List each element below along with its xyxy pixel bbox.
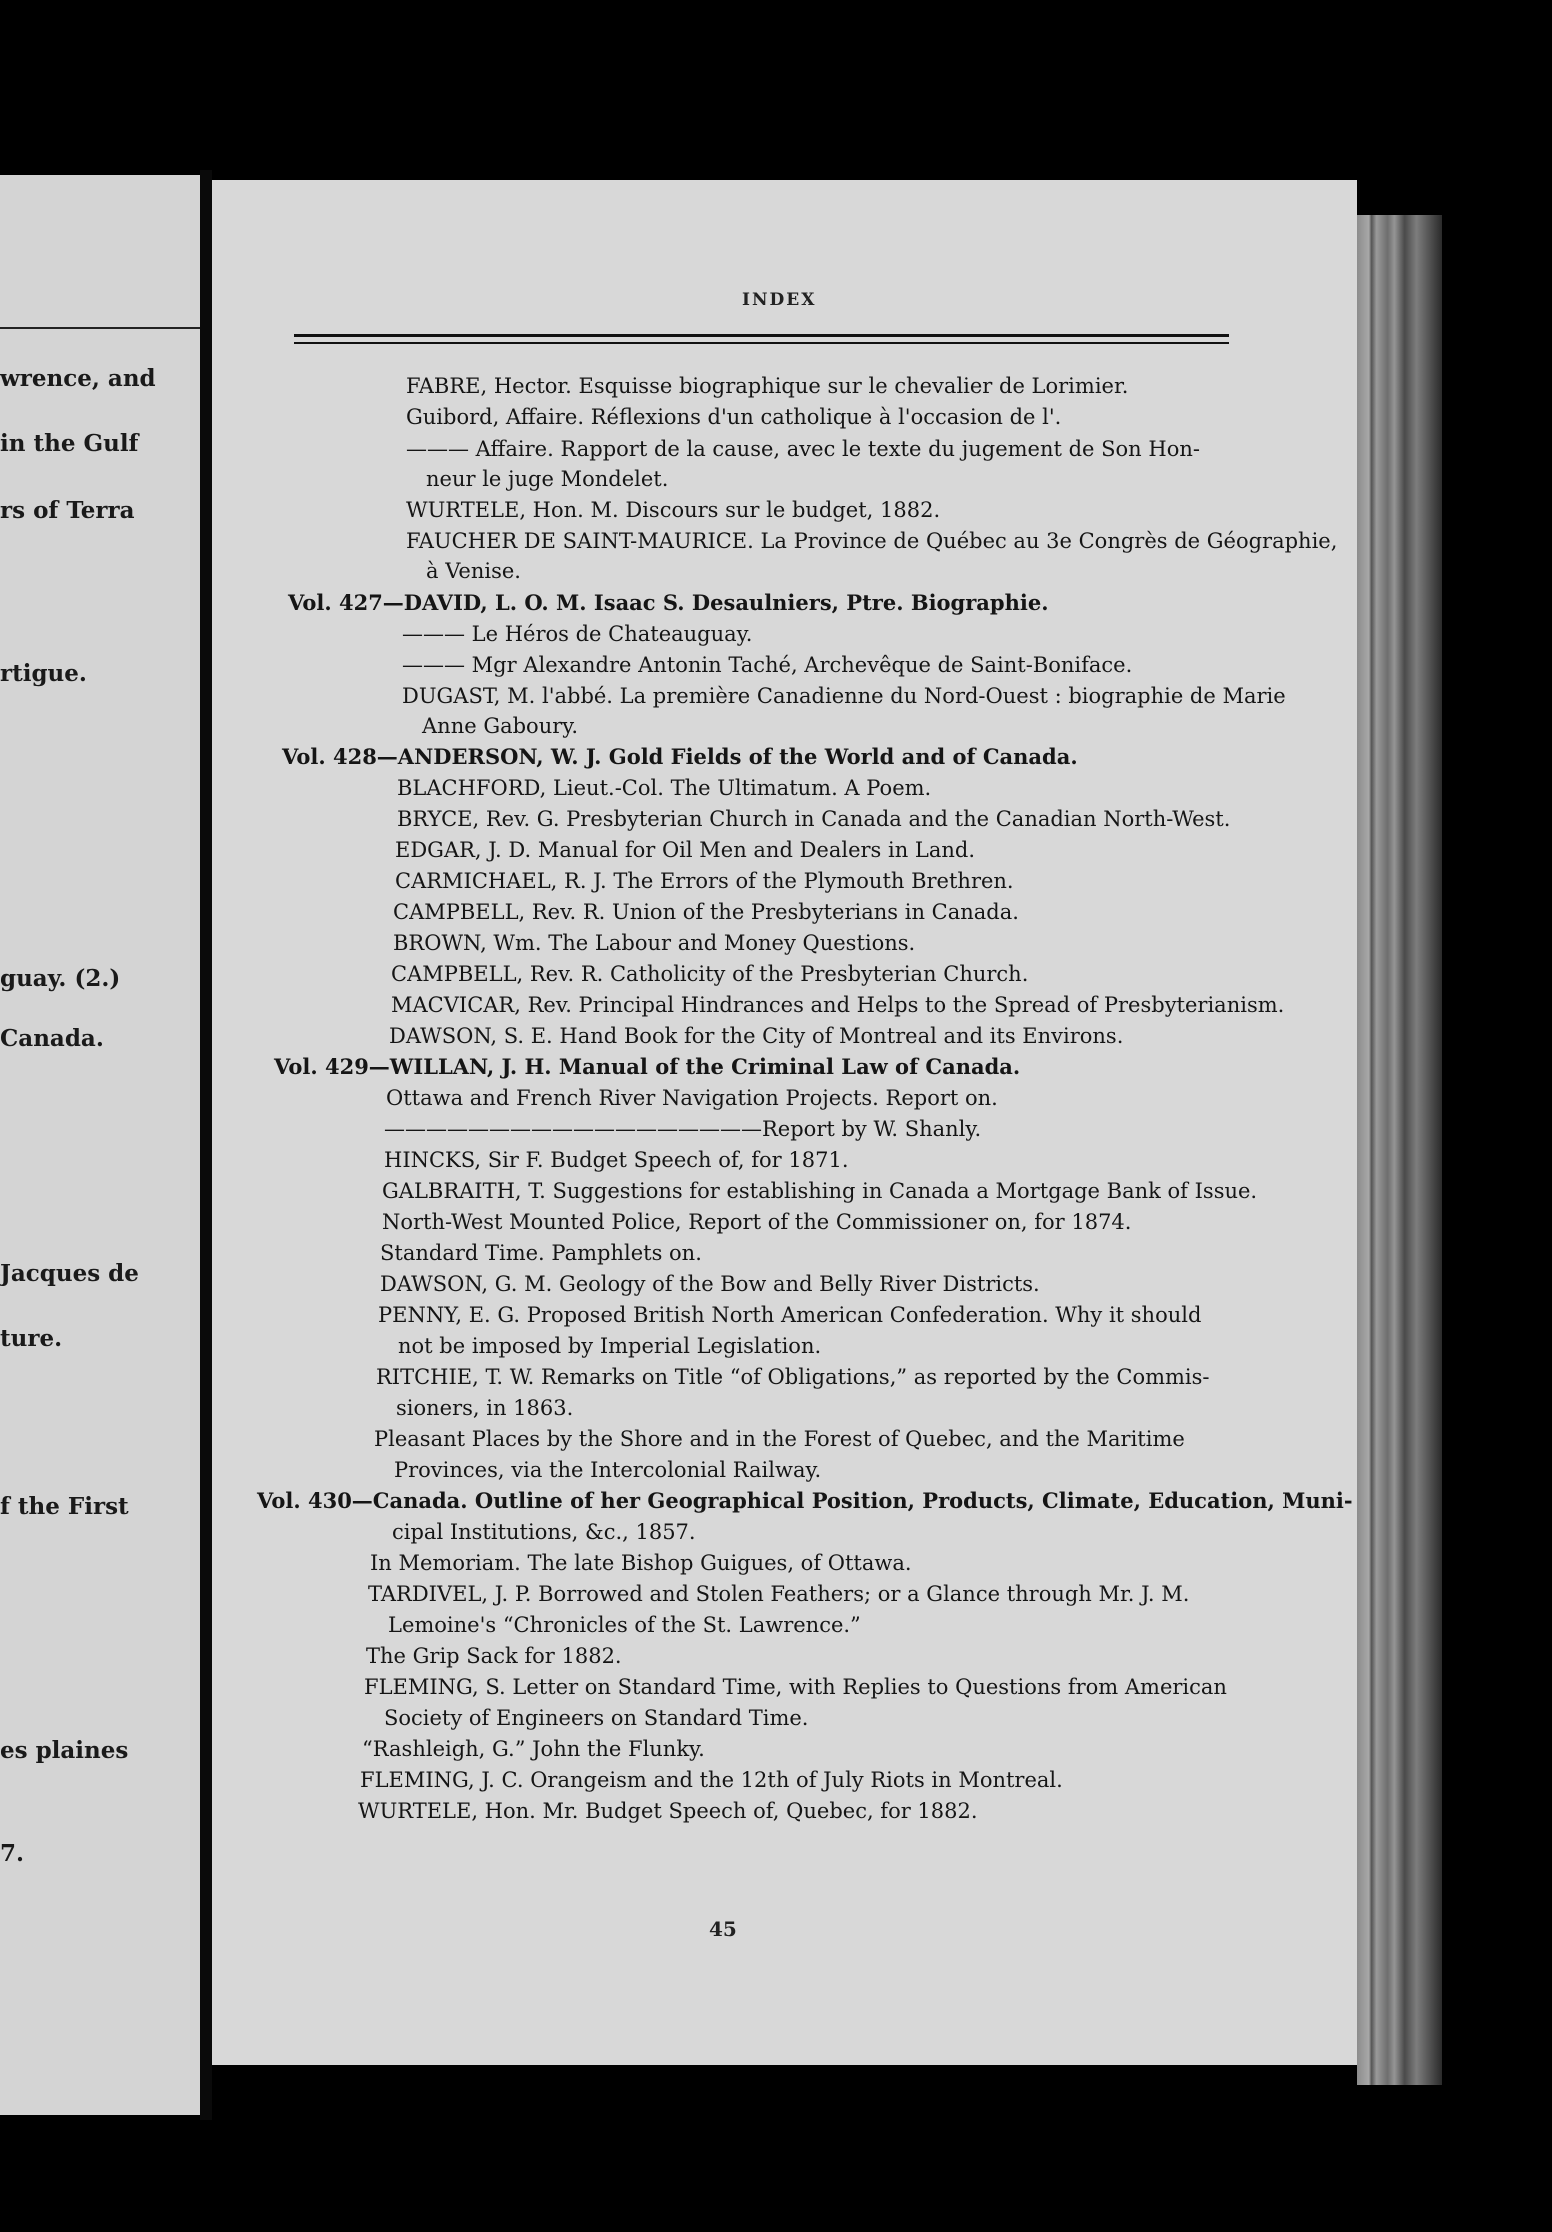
index-line: Standard Time. Pamphlets on.	[380, 1241, 702, 1265]
index-line: BROWN, Wm. The Labour and Money Questions.	[393, 931, 916, 955]
page-edges	[1357, 215, 1442, 2085]
index-entries	[212, 180, 1357, 2065]
index-line-volume: Vol. 430—Canada. Outline of her Geographical Position, Products, Climate, Education, Muni-	[257, 1488, 1353, 1513]
left-fragment-line: rtigue.	[0, 660, 87, 687]
left-fragment-line: ture.	[0, 1325, 63, 1352]
index-line: North-West Mounted Police, Report of the Commissioner on, for 1874.	[382, 1210, 1132, 1234]
index-line: FABRE, Hector. Esquisse biographique sur le chevalier de Lorimier.	[406, 374, 1129, 398]
book-gutter	[200, 170, 212, 2120]
index-line: The Grip Sack for 1882.	[366, 1644, 622, 1668]
page-number: 45	[709, 1917, 737, 1941]
left-fragment-line: rs of Terra	[0, 497, 135, 524]
index-line: sioners, in 1863.	[396, 1396, 574, 1420]
index-line: ——— Le Héros de Chateauguay.	[402, 622, 753, 646]
left-fragment-line: guay. (2.)	[0, 965, 121, 992]
index-line: BLACHFORD, Lieut.-Col. The Ultimatum. A Poem.	[397, 776, 932, 800]
index-line-volume: Vol. 427—DAVID, L. O. M. Isaac S. Desaulniers, Ptre. Biographie.	[288, 590, 1049, 615]
index-line: WURTELE, Hon. M. Discours sur le budget, 1882.	[406, 498, 941, 522]
index-line: “Rashleigh, G.” John the Flunky.	[362, 1737, 705, 1761]
index-line: RITCHIE, T. W. Remarks on Title “of Obligations,” as reported by the Commis-	[376, 1365, 1210, 1389]
index-line: TARDIVEL, J. P. Borrowed and Stolen Feathers; or a Glance through Mr. J. M.	[368, 1582, 1190, 1606]
left-fragment-line: 7.	[0, 1840, 25, 1867]
left-fragment-line: Canada.	[0, 1025, 104, 1052]
index-line: ——— Affaire. Rapport de la cause, avec le texte du jugement de Son Hon-	[406, 437, 1200, 461]
left-page-rule	[0, 327, 200, 329]
index-line: DAWSON, S. E. Hand Book for the City of Montreal and its Environs.	[389, 1024, 1124, 1048]
index-line: ——————————————————Report by W. Shanly.	[384, 1117, 982, 1141]
left-fragment-line: Jacques de	[0, 1260, 139, 1287]
index-line: Anne Gaboury.	[422, 714, 579, 738]
index-line: not be imposed by Imperial Legislation.	[398, 1334, 822, 1358]
index-line: CAMPBELL, Rev. R. Catholicity of the Presbyterian Church.	[391, 962, 1029, 986]
index-line: neur le juge Mondelet.	[426, 467, 669, 491]
index-line: MACVICAR, Rev. Principal Hindrances and Helps to the Spread of Presbyterianism.	[391, 993, 1285, 1017]
index-line: Guibord, Affaire. Réflexions d'un catholique à l'occasion de l'.	[406, 405, 1062, 429]
running-head: INDEX	[742, 290, 817, 310]
index-line: ——— Mgr Alexandre Antonin Taché, Archevêque de Saint-Boniface.	[402, 653, 1133, 677]
index-line: Ottawa and French River Navigation Projects. Report on.	[386, 1086, 998, 1110]
index-line: Society of Engineers on Standard Time.	[384, 1706, 809, 1730]
index-line-volume: Vol. 429—WILLAN, J. H. Manual of the Criminal Law of Canada.	[274, 1054, 1021, 1079]
index-line: PENNY, E. G. Proposed British North American Confederation. Why it should	[378, 1303, 1202, 1327]
index-line: Pleasant Places by the Shore and in the Forest of Quebec, and the Maritime	[374, 1427, 1185, 1451]
index-line: à Venise.	[426, 559, 521, 583]
left-page-fragment	[0, 175, 203, 2115]
index-line: HINCKS, Sir F. Budget Speech of, for 1871.	[384, 1148, 849, 1172]
index-line: GALBRAITH, T. Suggestions for establishing in Canada a Mortgage Bank of Issue.	[382, 1179, 1258, 1203]
index-line: Lemoine's “Chronicles of the St. Lawrence.”	[388, 1613, 861, 1637]
left-fragment-line: es plaines	[0, 1737, 129, 1764]
left-fragment-line: f the First	[0, 1493, 129, 1520]
index-line: Provinces, via the Intercolonial Railway.	[394, 1458, 822, 1482]
index-line: cipal Institutions, &c., 1857.	[392, 1520, 696, 1544]
index-line: WURTELE, Hon. Mr. Budget Speech of, Quebec, for 1882.	[358, 1799, 978, 1823]
index-line: BRYCE, Rev. G. Presbyterian Church in Canada and the Canadian North-West.	[397, 807, 1231, 831]
index-page	[212, 180, 1357, 2065]
index-line: DAWSON, G. M. Geology of the Bow and Belly River Districts.	[380, 1272, 1040, 1296]
left-fragment-line: in the Gulf	[0, 430, 139, 457]
index-line: DUGAST, M. l'abbé. La première Canadienne du Nord-Ouest : biographie de Marie	[402, 684, 1286, 708]
index-line-volume: Vol. 428—ANDERSON, W. J. Gold Fields of the World and of Canada.	[282, 744, 1078, 769]
left-fragment-line: wrence, and	[0, 365, 156, 392]
index-line: CARMICHAEL, R. J. The Errors of the Plymouth Brethren.	[395, 869, 1014, 893]
index-line: CAMPBELL, Rev. R. Union of the Presbyterians in Canada.	[393, 900, 1019, 924]
index-line: FLEMING, J. C. Orangeism and the 12th of July Riots in Montreal.	[360, 1768, 1063, 1792]
index-line: EDGAR, J. D. Manual for Oil Men and Dealers in Land.	[395, 838, 976, 862]
index-line: FAUCHER DE SAINT-MAURICE. La Province de Québec au 3e Congrès de Géographie,	[406, 529, 1338, 553]
index-line: FLEMING, S. Letter on Standard Time, with Replies to Questions from American	[364, 1675, 1227, 1699]
index-line: In Memoriam. The late Bishop Guigues, of Ottawa.	[370, 1551, 912, 1575]
